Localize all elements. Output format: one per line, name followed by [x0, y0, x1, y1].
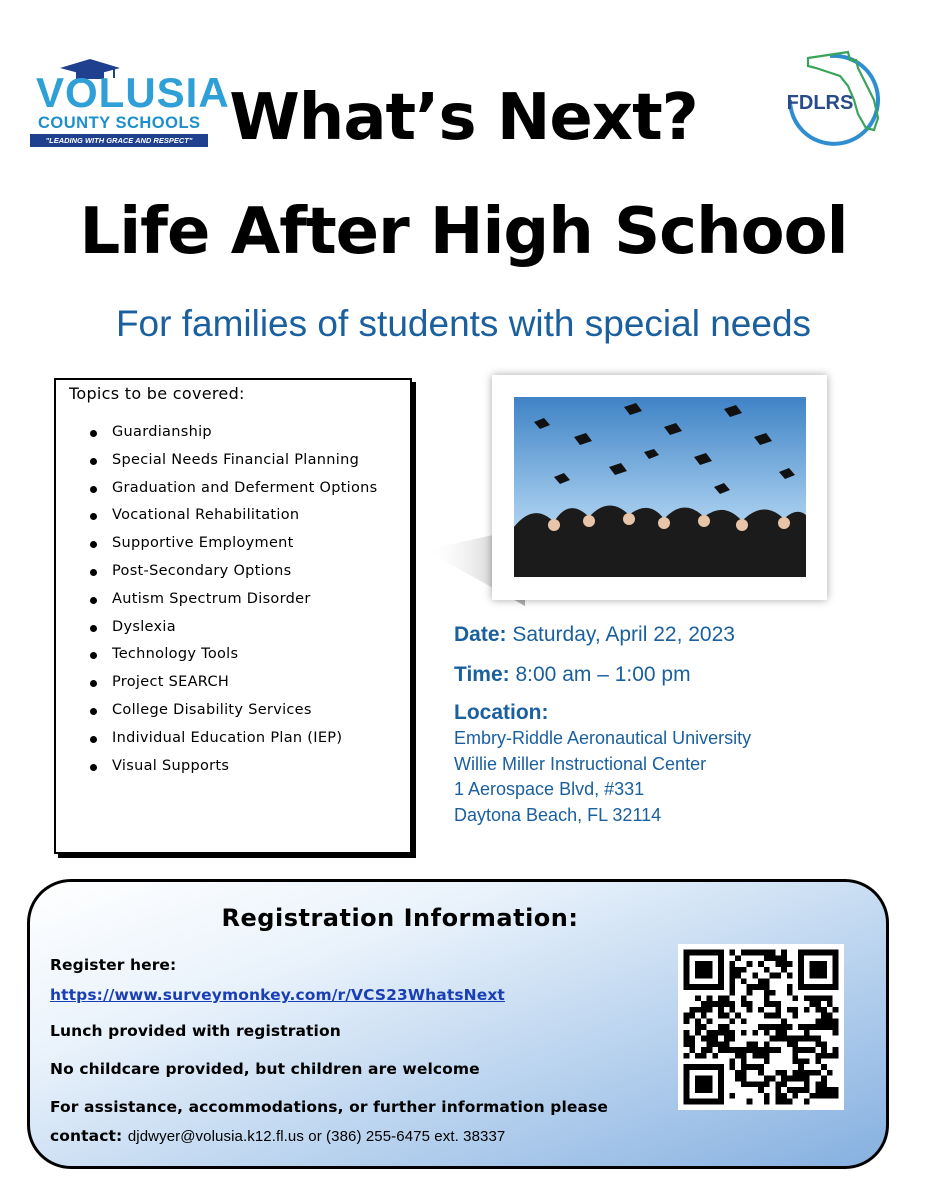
childcare-note: No childcare provided, but children are welcome — [50, 1060, 480, 1078]
topics-heading: Topics to be covered: — [69, 384, 245, 403]
topic-item: Graduation and Deferment Options — [88, 480, 378, 508]
registration-link[interactable]: https://www.surveymonkey.com/r/VCS23WhatsNext — [50, 986, 505, 1004]
qr-code-icon[interactable] — [678, 944, 844, 1110]
event-date — [454, 622, 894, 648]
page-title-line-2: Life After High School — [79, 195, 848, 269]
registration-panel — [27, 879, 889, 1169]
date-value: Saturday, April 22, 2023 — [512, 623, 735, 646]
topic-item: Technology Tools — [88, 646, 378, 674]
event-details — [454, 622, 894, 828]
page-subtitle: For families of students with special needs — [115, 303, 812, 344]
lunch-note: Lunch provided with registration — [50, 1022, 341, 1040]
topic-item: College Disability Services — [88, 702, 378, 730]
graduation-caps-photo — [514, 397, 806, 577]
location-label: Location: — [454, 701, 549, 724]
topic-item: Visual Supports — [88, 758, 378, 786]
registration-link-wrap — [50, 986, 505, 1004]
topics-list — [88, 424, 378, 785]
location-line: Willie Miller Instructional Center — [454, 753, 707, 774]
county-schools-wordmark: COUNTY SCHOOLS — [38, 114, 201, 132]
graduation-photo-frame — [492, 375, 827, 600]
contact-label: contact: — [50, 1127, 123, 1145]
page-title: What’s Next? — [229, 81, 698, 155]
topic-item: Individual Education Plan (IEP) — [88, 730, 378, 758]
date-label: Date: — [454, 623, 507, 646]
volusia-motto: "LEADING WITH GRACE AND RESPECT" — [30, 134, 208, 147]
location-line: Embry-Riddle Aeronautical University — [454, 728, 752, 748]
register-label: Register here: — [50, 956, 177, 974]
time-label: Time: — [454, 663, 510, 686]
fdlrs-wordmark: FDLRS — [786, 92, 854, 114]
topic-item: Vocational Rehabilitation — [88, 507, 378, 535]
topic-item: Dyslexia — [88, 619, 378, 647]
volusia-wordmark: VOLUSIA — [36, 69, 230, 116]
topic-item: Supportive Employment — [88, 535, 378, 563]
registration-title: Registration Information: — [221, 904, 579, 932]
assistance-note: For assistance, accommodations, or further information please — [50, 1098, 609, 1116]
location-line: Daytona Beach, FL 32114 — [454, 804, 662, 825]
contact-value: djdwyer@volusia.k12.fl.us or (386) 255-6475 ext. 38337 — [127, 1128, 506, 1145]
topic-item: Autism Spectrum Disorder — [88, 591, 378, 619]
topic-item: Guardianship — [88, 424, 378, 452]
contact-line — [50, 1127, 505, 1145]
topic-item: Special Needs Financial Planning — [88, 452, 378, 480]
time-value: 8:00 am – 1:00 pm — [515, 663, 691, 686]
event-time — [454, 662, 894, 688]
topics-box — [54, 378, 412, 854]
topic-item: Project SEARCH — [88, 674, 378, 702]
location-line: 1 Aerospace Blvd, #331 — [454, 779, 645, 799]
topic-item: Post-Secondary Options — [88, 563, 378, 591]
